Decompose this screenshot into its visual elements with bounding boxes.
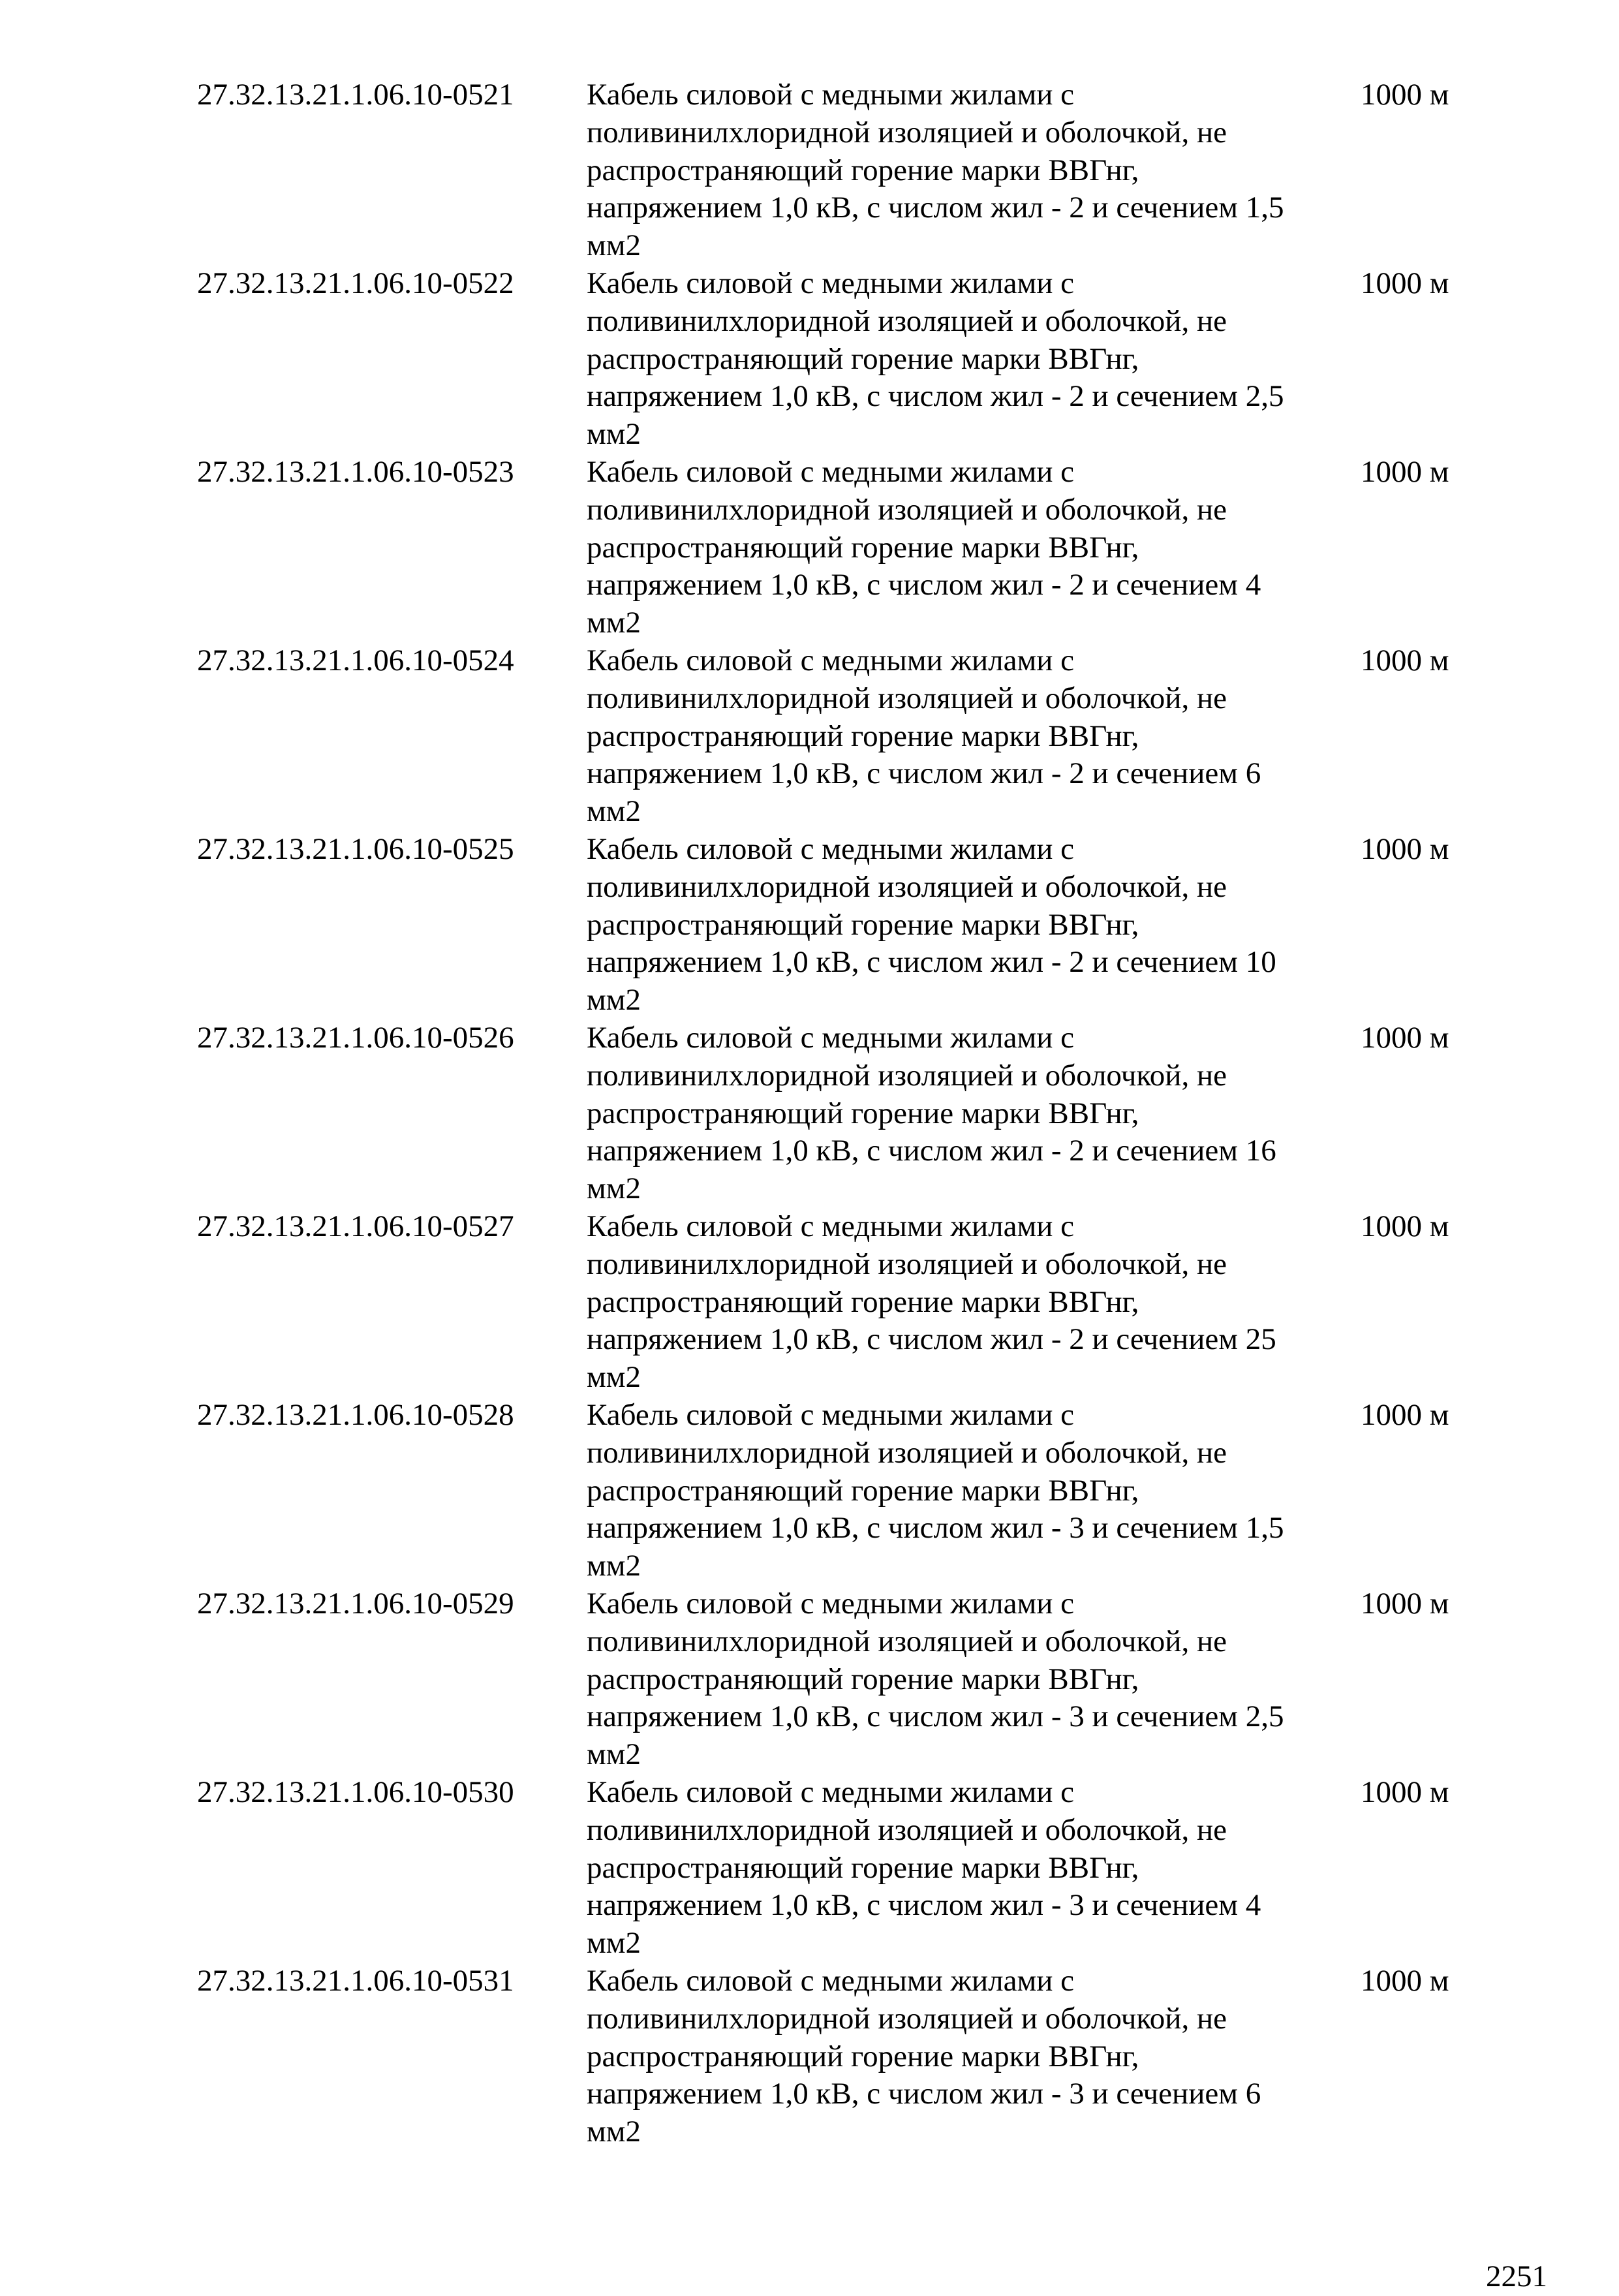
- resource-unit: 1000 м: [1361, 1209, 1449, 1243]
- description-line: Кабель силовой с медными жилами с: [587, 1021, 1074, 1055]
- description-line: поливинилхлоридной изоляцией и оболочкой, не: [587, 115, 1227, 149]
- resource-code: 27.32.13.21.1.06.10-0529: [197, 1587, 514, 1621]
- resource-unit: 1000 м: [1361, 266, 1449, 300]
- table-row: [0, 642, 1619, 831]
- resource-unit: 1000 м: [1361, 455, 1449, 489]
- table-row: [0, 1585, 1619, 1774]
- description-line: мм2: [587, 1549, 641, 1583]
- resource-description: [587, 642, 1344, 831]
- resource-code: 27.32.13.21.1.06.10-0528: [197, 1398, 514, 1432]
- resource-code: 27.32.13.21.1.06.10-0525: [197, 832, 514, 866]
- resource-code: 27.32.13.21.1.06.10-0523: [197, 455, 514, 489]
- description-line: мм2: [587, 983, 641, 1017]
- description-line: распространяющий горение марки ВВГнг,: [587, 1473, 1139, 1508]
- resource-description: [587, 1397, 1344, 1585]
- description-line: распространяющий горение марки ВВГнг,: [587, 1096, 1139, 1130]
- resource-description: [587, 1585, 1344, 1774]
- description-line: поливинилхлоридной изоляцией и оболочкой, не: [587, 681, 1227, 715]
- description-line: Кабель силовой с медными жилами с: [587, 1398, 1074, 1432]
- description-line: Кабель силовой с медными жилами с: [587, 1775, 1074, 1809]
- resource-description: [587, 1774, 1344, 1962]
- resource-list: [0, 76, 1619, 2151]
- description-line: мм2: [587, 606, 641, 640]
- description-line: Кабель силовой с медными жилами с: [587, 1964, 1074, 1998]
- description-line: мм2: [587, 1926, 641, 1961]
- page-number: 2251: [1486, 2259, 1547, 2293]
- resource-code: 27.32.13.21.1.06.10-0522: [197, 266, 514, 300]
- table-row: [0, 265, 1619, 454]
- description-line: Кабель силовой с медными жилами с: [587, 266, 1074, 300]
- description-line: распространяющий горение марки ВВГнг,: [587, 1284, 1139, 1319]
- description-line: поливинилхлоридной изоляцией и оболочкой, не: [587, 869, 1227, 904]
- description-line: распространяющий горение марки ВВГнг,: [587, 341, 1139, 376]
- description-line: Кабель силовой с медными жилами с: [587, 1209, 1074, 1243]
- resource-description: [587, 265, 1344, 454]
- resource-code: 27.32.13.21.1.06.10-0524: [197, 644, 514, 677]
- table-row: [0, 76, 1619, 265]
- description-line: напряжением 1,0 кВ, с числом жил - 2 и сечением 6: [587, 756, 1261, 791]
- description-line: Кабель силовой с медными жилами с: [587, 78, 1074, 112]
- resource-unit: 1000 м: [1361, 1964, 1449, 1998]
- description-line: напряжением 1,0 кВ, с числом жил - 2 и сечением 16: [587, 1134, 1276, 1168]
- resource-description: [587, 1208, 1344, 1397]
- description-line: Кабель силовой с медными жилами с: [587, 455, 1074, 489]
- resource-unit: 1000 м: [1361, 1775, 1449, 1809]
- description-line: поливинилхлоридной изоляцией и оболочкой, не: [587, 1624, 1227, 1658]
- resource-code: 27.32.13.21.1.06.10-0531: [197, 1964, 514, 1998]
- description-line: распространяющий горение марки ВВГнг,: [587, 719, 1139, 753]
- resource-code: 27.32.13.21.1.06.10-0521: [197, 78, 514, 112]
- resource-unit: 1000 м: [1361, 832, 1449, 866]
- description-line: мм2: [587, 228, 641, 263]
- resource-description: [587, 831, 1344, 1019]
- description-line: напряжением 1,0 кВ, с числом жил - 3 и сечением 6: [587, 2077, 1261, 2111]
- description-line: напряжением 1,0 кВ, с числом жил - 2 и сечением 1,5: [587, 191, 1284, 225]
- description-line: напряжением 1,0 кВ, с числом жил - 3 и сечением 4: [587, 1888, 1261, 1923]
- description-line: Кабель силовой с медными жилами с: [587, 1587, 1074, 1621]
- description-line: мм2: [587, 2115, 641, 2149]
- description-line: поливинилхлоридной изоляцией и оболочкой, не: [587, 492, 1227, 527]
- resource-description: [587, 1962, 1344, 2151]
- table-row: [0, 831, 1619, 1019]
- description-line: мм2: [587, 794, 641, 829]
- description-line: напряжением 1,0 кВ, с числом жил - 2 и сечением 10: [587, 945, 1276, 980]
- resource-description: [587, 454, 1344, 642]
- resource-code: 27.32.13.21.1.06.10-0530: [197, 1775, 514, 1809]
- table-row: [0, 454, 1619, 642]
- resource-unit: 1000 м: [1361, 644, 1449, 677]
- table-row: [0, 1397, 1619, 1585]
- resource-description: [587, 76, 1344, 265]
- description-line: Кабель силовой с медными жилами с: [587, 644, 1074, 677]
- description-line: поливинилхлоридной изоляцией и оболочкой, не: [587, 1058, 1227, 1093]
- table-row: [0, 1208, 1619, 1397]
- description-line: Кабель силовой с медными жилами с: [587, 832, 1074, 866]
- description-line: поливинилхлоридной изоляцией и оболочкой, не: [587, 1812, 1227, 1847]
- description-line: мм2: [587, 1171, 641, 1206]
- description-line: напряжением 1,0 кВ, с числом жил - 3 и сечением 1,5: [587, 1511, 1284, 1545]
- description-line: поливинилхлоридной изоляцией и оболочкой, не: [587, 2001, 1227, 2036]
- table-row: [0, 1774, 1619, 1962]
- resource-unit: 1000 м: [1361, 78, 1449, 112]
- description-line: мм2: [587, 417, 641, 452]
- description-line: напряжением 1,0 кВ, с числом жил - 2 и сечением 25: [587, 1322, 1276, 1357]
- description-line: распространяющий горение марки ВВГнг,: [587, 907, 1139, 942]
- description-line: напряжением 1,0 кВ, с числом жил - 2 и сечением 4: [587, 568, 1261, 602]
- table-row: [0, 1962, 1619, 2151]
- resource-unit: 1000 м: [1361, 1398, 1449, 1432]
- description-line: распространяющий горение марки ВВГнг,: [587, 530, 1139, 565]
- resource-unit: 1000 м: [1361, 1587, 1449, 1621]
- resource-description: [587, 1019, 1344, 1208]
- description-line: распространяющий горение марки ВВГнг,: [587, 1662, 1139, 1696]
- description-line: распространяющий горение марки ВВГнг,: [587, 1850, 1139, 1885]
- description-line: распространяющий горение марки ВВГнг,: [587, 2039, 1139, 2073]
- resource-code: 27.32.13.21.1.06.10-0527: [197, 1209, 514, 1243]
- description-line: поливинилхлоридной изоляцией и оболочкой, не: [587, 303, 1227, 338]
- description-line: напряжением 1,0 кВ, с числом жил - 2 и сечением 2,5: [587, 379, 1284, 414]
- resource-unit: 1000 м: [1361, 1021, 1449, 1055]
- description-line: распространяющий горение марки ВВГнг,: [587, 153, 1139, 187]
- description-line: поливинилхлоридной изоляцией и оболочкой, не: [587, 1247, 1227, 1281]
- description-line: мм2: [587, 1737, 641, 1772]
- table-row: [0, 1019, 1619, 1208]
- description-line: мм2: [587, 1360, 641, 1395]
- description-line: напряжением 1,0 кВ, с числом жил - 3 и сечением 2,5: [587, 1699, 1284, 1734]
- resource-code: 27.32.13.21.1.06.10-0526: [197, 1021, 514, 1055]
- description-line: поливинилхлоридной изоляцией и оболочкой, не: [587, 1435, 1227, 1470]
